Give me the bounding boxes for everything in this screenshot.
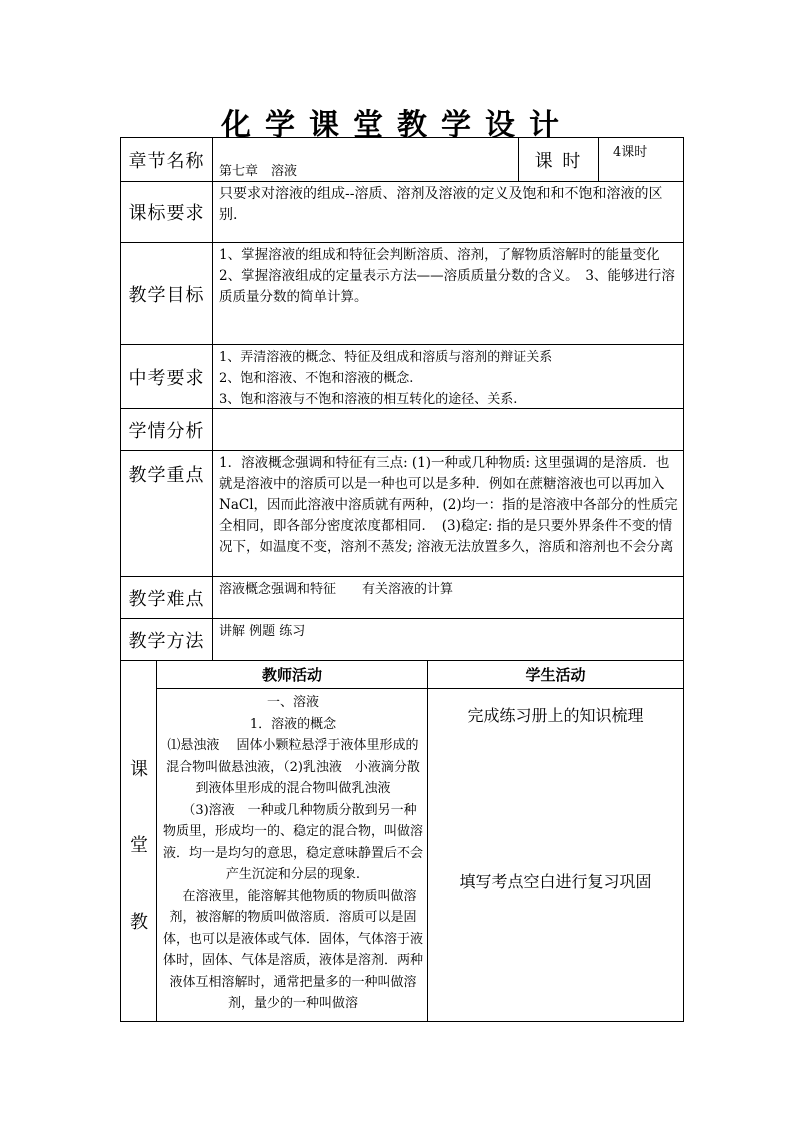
exam-row xyxy=(121,345,683,409)
key-label: 教学重点 xyxy=(121,451,213,576)
difficulty-text: 溶液概念强调和特征 有关溶液的计算 xyxy=(219,582,454,597)
method-text: 讲解 例题 练习 xyxy=(219,624,306,639)
chapter-row xyxy=(121,138,683,182)
side-char-1: 课 xyxy=(130,759,148,780)
key-text: 1．溶液概念强调和特征有三点: (1)一种或几种物质: 这里强调的是溶质．也就是溶液中的溶质可以是一种也可以是多种．例如在蔗糖溶液也可以再加入NaCl，因而此溶液中溶质就有两种，(2)均一：指的是溶液中各部分的性质完全相同，即各部分密度浓度都相同． (3)稳定: 指的是只要外界条件不变的情况下，如温度不变，溶剂不蒸发; 溶液无法放置多久，溶质和溶剂也不会分离 xyxy=(219,455,678,555)
side-char-3: 教 xyxy=(130,912,148,933)
teacher-line-1: 一、溶液 xyxy=(266,695,319,710)
teacher-line-2: 1．溶液的概念 xyxy=(249,716,337,732)
student-item-1: 完成练习册上的知识梳理 xyxy=(467,706,644,725)
curriculum-row xyxy=(121,182,683,243)
hours-label: 课 时 xyxy=(519,138,599,182)
chapter-value: 第七章 溶液 xyxy=(213,138,519,182)
teacher-line-3: ⑴悬浊液 固体小颗粒悬浮于液体里形成的混合物叫做悬浊液，（2)乳浊液 小液滴分散到液体里形成的混合物叫做乳浊液 xyxy=(166,738,420,796)
student-activity-content xyxy=(428,689,683,1021)
teacher-line-5: 在溶液里，能溶解其他物质的物质叫做溶剂，被溶解的物质叫做溶质．溶质可以是固体，也可以是液体或气体．固体，气体溶于液体时，固体、气体是溶质，液体是溶剂．两种液体互相溶解时，通常把量多的一种叫做溶剂，量少的一种叫做溶 xyxy=(163,888,424,1011)
hours-value: 4课时 xyxy=(613,145,648,160)
exam-label: 中考要求 xyxy=(121,345,213,408)
goals-line-1: 1、掌握溶液的组成和特征会判断溶质、溶剂，了解物质溶解时的能量变化 xyxy=(219,247,660,263)
classroom-section xyxy=(121,661,683,1021)
lesson-plan-table xyxy=(120,137,684,1022)
student-item-2: 填写考点空白进行复习巩固 xyxy=(459,872,652,891)
page-title: 化学课堂教学设计 xyxy=(221,108,573,143)
key-row xyxy=(121,451,683,577)
curriculum-text: 只要求对溶液的组成--溶质、溶剂及溶液的定义及饱和和不饱和溶液的区别. xyxy=(219,186,663,223)
analysis-text xyxy=(213,409,683,450)
teacher-activity-header: 教师活动 xyxy=(157,661,428,689)
exam-line-3: 3、饱和溶液与不饱和溶液的相互转化的途径、关系. xyxy=(219,392,518,407)
method-label: 教学方法 xyxy=(121,619,213,660)
difficulty-row xyxy=(121,577,683,619)
student-activity-header: 学生活动 xyxy=(428,661,683,689)
side-char-2: 堂 xyxy=(130,835,148,856)
goals-line-2: 2、掌握溶液组成的定量表示方法——溶质质量分数的含义。 3、能够进行溶质质量分数的简单计算。 xyxy=(219,268,675,305)
method-row xyxy=(121,619,683,661)
analysis-label: 学情分析 xyxy=(121,409,213,450)
difficulty-label: 教学难点 xyxy=(121,577,213,618)
chapter-label: 章节名称 xyxy=(121,138,213,181)
curriculum-label: 课标要求 xyxy=(121,182,213,242)
goals-row xyxy=(121,243,683,345)
teacher-activity-content xyxy=(157,689,428,1021)
exam-line-2: 2、饱和溶液、不饱和溶液的概念. xyxy=(219,371,414,386)
exam-content xyxy=(213,345,683,408)
goals-content xyxy=(213,243,683,344)
teacher-line-4: （3)溶液 一种或几种物质分散到另一种物质里，形成均一的、稳定的混合物，叫做溶液．均一是均匀的意思，稳定意味静置后不会产生沉淀和分层的现象. xyxy=(163,802,424,882)
exam-line-1: 1、弄清溶液的概念、特征及组成和溶质与溶剂的辩证关系 xyxy=(219,350,553,365)
classroom-side-label xyxy=(121,661,157,1021)
goals-label: 教学目标 xyxy=(121,243,213,344)
analysis-row xyxy=(121,409,683,451)
